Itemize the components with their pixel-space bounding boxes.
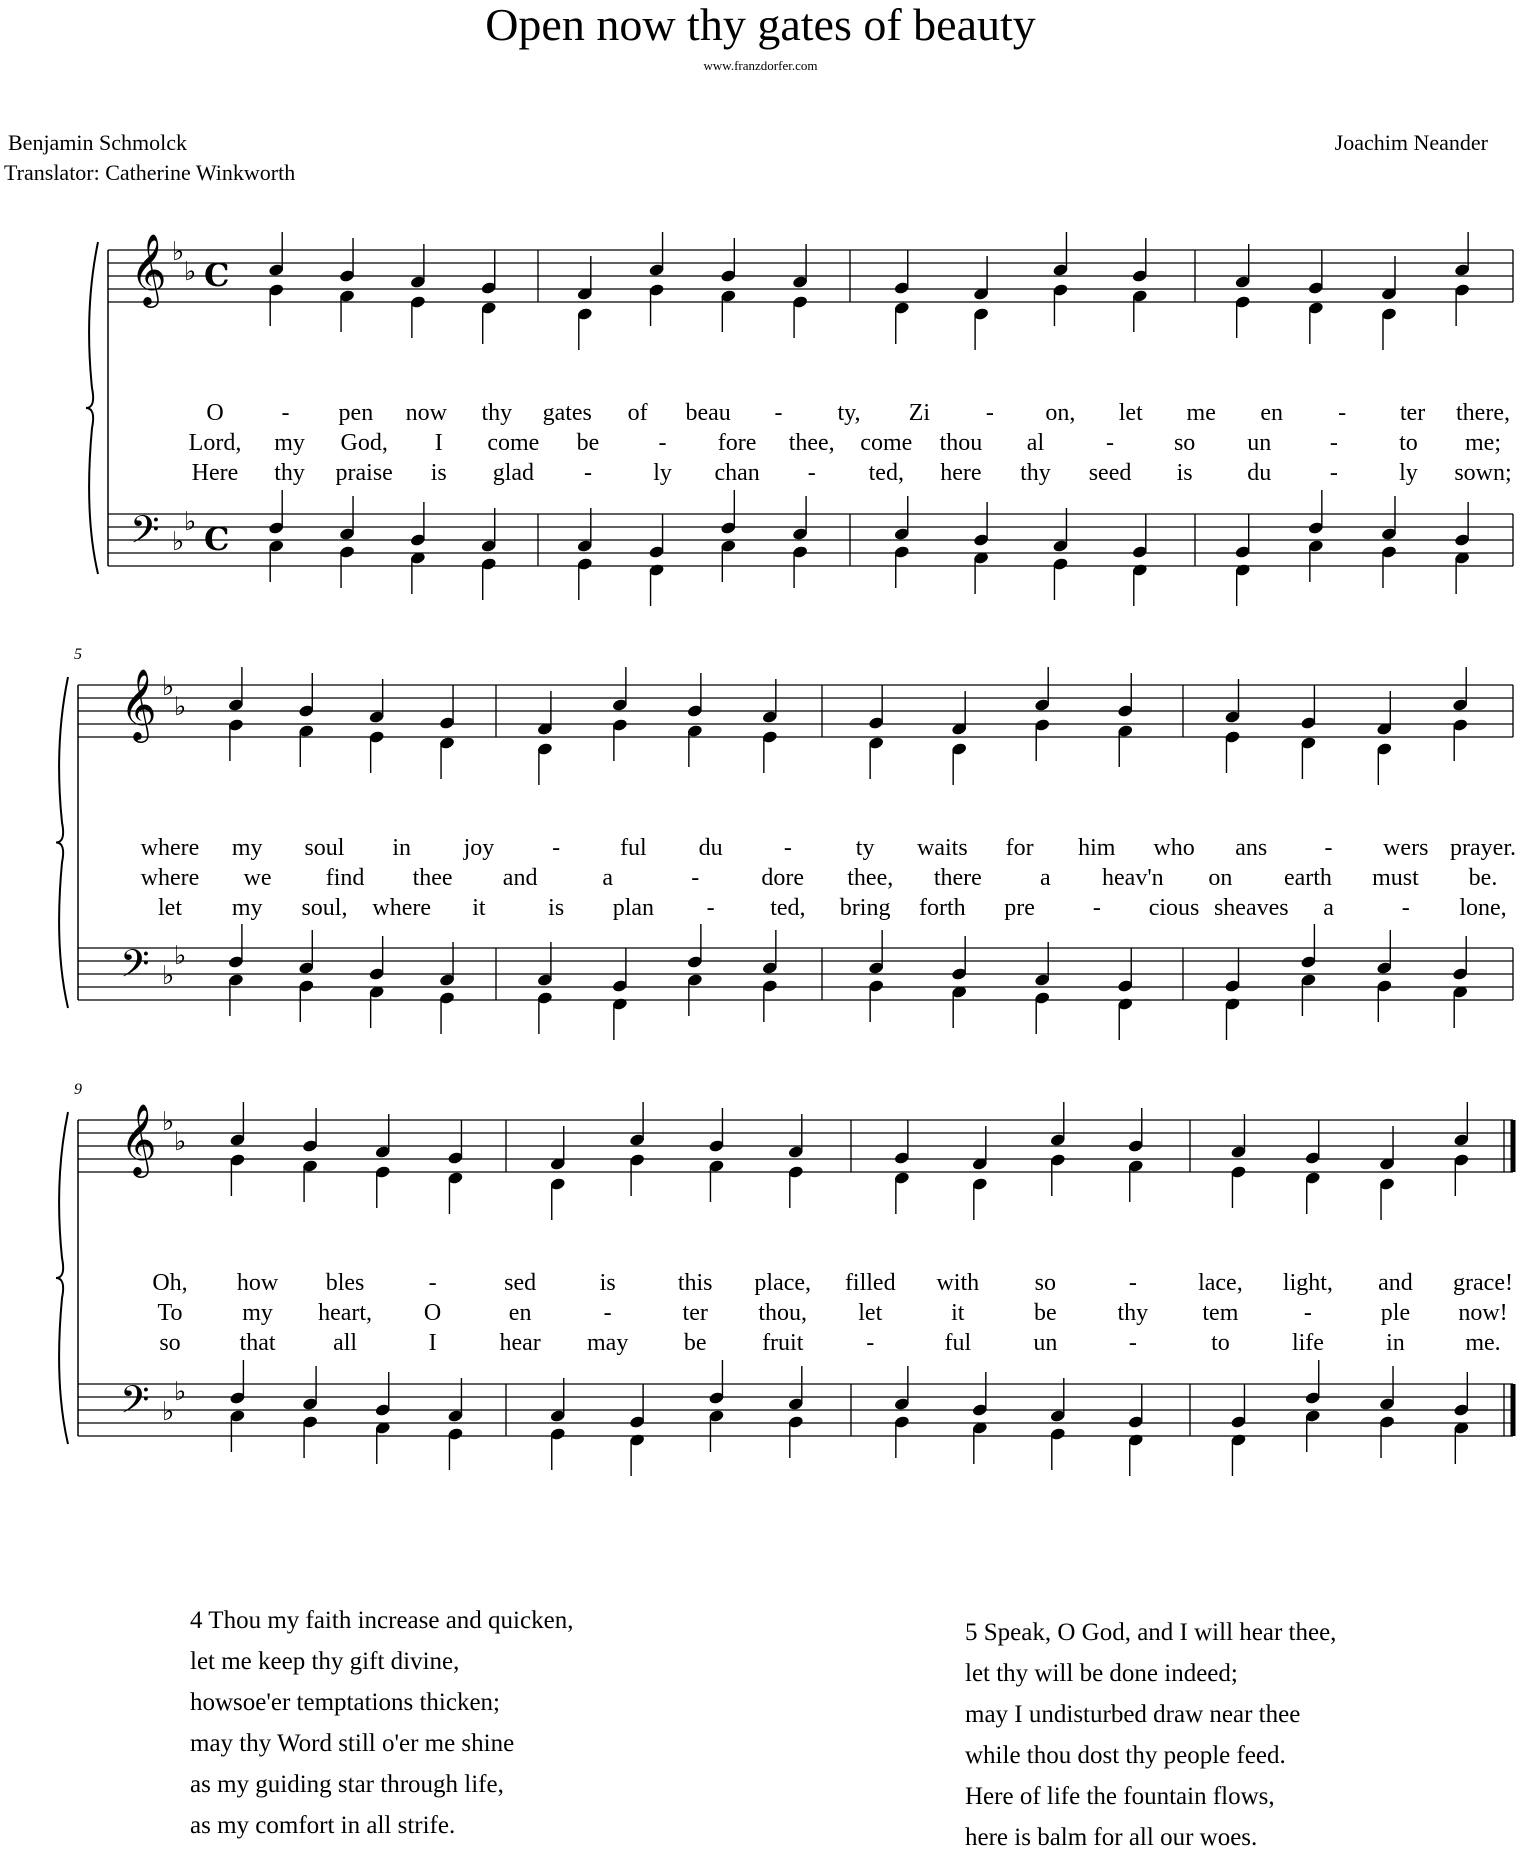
lyric-syllable: ted, [868, 460, 904, 486]
lyric-syllable: may [587, 1330, 629, 1356]
lyric-syllable: - [774, 400, 783, 426]
lyric-syllable: lone, [1459, 895, 1507, 921]
lyric-syllable: un [1247, 430, 1272, 456]
lyric-syllable: beau [685, 400, 731, 426]
verse-5 [965, 1612, 1336, 1858]
lyric-syllable: grace! [1453, 1270, 1513, 1296]
brace [86, 242, 98, 574]
lyric-syllable: Lord, [188, 430, 242, 456]
lyric-syllable: now! [1458, 1300, 1508, 1326]
lyric-syllable: Here [191, 460, 239, 486]
lyric-syllable: a [1323, 895, 1334, 921]
verse-5-line: here is balm for all our woes. [965, 1824, 1258, 1851]
lyric-syllable: who [1153, 835, 1195, 861]
lyric-syllable: - [281, 400, 290, 426]
flat-icon: ♭ [162, 672, 175, 702]
bass-clef-icon: 𝄢 [130, 507, 160, 561]
composer-name: Joachim Neander [1334, 130, 1488, 155]
lyric-syllable: that [239, 1330, 276, 1356]
lyric-syllable: fruit [762, 1330, 804, 1356]
verse-4-line: may thy Word still o'er me shine [190, 1730, 515, 1757]
lyric-syllable: let [1118, 400, 1143, 426]
lyric-syllable: find [325, 865, 365, 891]
lyric-syllable: place, [754, 1270, 812, 1296]
lyric-syllable: un [1033, 1330, 1058, 1356]
lyric-syllable: I [434, 430, 443, 456]
lyric-syllable: come [487, 430, 540, 456]
lyric-syllable: - [807, 460, 816, 486]
bass-clef-icon: 𝄢 [120, 1377, 150, 1431]
verse-5-line: Here of life the fountain flows, [965, 1783, 1275, 1810]
lyric-syllable: thy [274, 460, 305, 486]
lyric-syllable: is [1176, 460, 1193, 486]
lyric-syllable: be [683, 1330, 707, 1356]
lyric-syllable: praise [335, 460, 393, 486]
lyric-syllable: thou, [758, 1300, 808, 1326]
lyric-syllable: - [1303, 1300, 1312, 1326]
common-time-icon: C [204, 520, 230, 558]
lyric-syllable: be. [1468, 865, 1498, 891]
lyric-syllable: - [603, 1300, 612, 1326]
lyric-syllable: with [936, 1270, 980, 1296]
lyric-syllable: life [1291, 1330, 1324, 1356]
lyric-syllable: - [985, 400, 994, 426]
lyric-syllable: thy [481, 400, 513, 426]
lyric-syllable: sed [504, 1270, 537, 1296]
lyric-syllable: To [157, 1300, 183, 1326]
lyric-syllable: let [158, 895, 182, 921]
lyric-syllable: thee [412, 865, 453, 891]
brace [56, 677, 68, 1008]
flat-icon: ♭ [172, 237, 185, 267]
lyric-syllable: plan [612, 895, 655, 921]
lyric-syllable: dore [761, 865, 805, 891]
lyric-syllable: glad [492, 460, 535, 486]
lyric-syllable: fore [717, 430, 757, 456]
flat-icon: ♭ [184, 257, 197, 287]
lyric-syllable: now [405, 400, 448, 426]
verse-5-line: 5 Speak, O God, and I will hear thee, [965, 1619, 1337, 1646]
lyric-syllable: thee, [847, 865, 894, 891]
lyric-syllable: O [206, 400, 224, 426]
lyric-syllable: - [1329, 430, 1338, 456]
lyric-syllable: pre [1004, 895, 1035, 921]
lyric-syllable: my [242, 1300, 273, 1326]
lyric-syllable: so [1034, 1270, 1057, 1296]
lyric-syllable: my [274, 430, 305, 456]
lyric-syllable: prayer. [1450, 835, 1516, 861]
lyric-syllable: heav'n [1102, 865, 1164, 891]
lyric-syllable: - [706, 895, 715, 921]
lyric-syllable: cious [1148, 895, 1200, 921]
lyric-syllable: pen [338, 400, 374, 426]
lyric-syllable: earth [1283, 865, 1332, 891]
translator-name: Translator: Catherine Winkworth [4, 160, 296, 185]
lyric-syllable: there [933, 865, 982, 891]
lyric-syllable: Zi [908, 400, 931, 426]
lyric-syllable: to [1399, 430, 1418, 456]
flat-icon: ♭ [162, 1107, 175, 1137]
lyric-syllable: waits [917, 835, 968, 861]
lyric-syllable: - [1128, 1330, 1137, 1356]
lyric-syllable: ter [682, 1300, 708, 1326]
lyric-syllable: Oh, [152, 1270, 188, 1296]
lyric-syllable: sheaves [1213, 895, 1289, 921]
lyric-syllable: a [602, 865, 613, 891]
lyric-syllable: ful [944, 1330, 972, 1356]
lyric-syllable: bles [325, 1270, 365, 1296]
lyric-syllable: seed [1088, 460, 1132, 486]
lyric-syllable: - [1128, 1270, 1137, 1296]
lyric-syllable: - [658, 430, 667, 456]
verse-4-line: let me keep thy gift divine, [190, 1648, 460, 1675]
lyric-syllable: ful [620, 835, 647, 861]
lyric-syllable: be [1034, 1300, 1057, 1326]
lyric-syllable: thou [939, 430, 983, 456]
treble-clef-icon: 𝄞 [130, 232, 167, 305]
lyric-syllable: du [698, 835, 723, 861]
lyric-syllable: so [1173, 430, 1196, 456]
lyric-syllable: this [677, 1270, 713, 1296]
flat-icon: ♭ [162, 1397, 175, 1427]
lyric-syllable: it [472, 895, 486, 921]
lyric-syllable: - [1324, 835, 1333, 861]
lyric-syllable: - [1092, 895, 1101, 921]
lyric-syllable: lace, [1198, 1270, 1243, 1296]
lyric-syllable: ty [855, 835, 875, 861]
lyric-syllable: and [502, 865, 538, 891]
measure-number: 5 [74, 646, 82, 663]
lyric-syllable: gates [542, 400, 592, 426]
flat-icon: ♭ [162, 961, 175, 991]
treble-clef-icon: 𝄞 [120, 667, 157, 740]
lyric-syllable: light, [1282, 1270, 1333, 1296]
lyric-syllable: bring [839, 895, 891, 921]
lyric-syllable: how [236, 1270, 279, 1296]
lyric-syllable: ly [1399, 460, 1418, 486]
lyric-syllable: and [1378, 1270, 1413, 1296]
lyric-syllable: chan [714, 460, 760, 486]
verse-4-line: 4 Thou my faith increase and quicken, [190, 1607, 574, 1634]
lyric-syllable: - [1338, 400, 1347, 426]
lyric-syllable: me; [1465, 430, 1501, 456]
lyric-syllable: is [430, 460, 447, 486]
verse-4-line: as my guiding star through life, [190, 1771, 504, 1798]
treble-clef-icon: 𝄞 [120, 1102, 157, 1175]
bass-clef-icon: 𝄢 [120, 941, 150, 995]
flat-icon: ♭ [174, 1377, 187, 1407]
lyric-syllable: - [1106, 430, 1115, 456]
website-url: www.franzdorfer.com [703, 58, 818, 73]
flat-icon: ♭ [174, 692, 187, 722]
lyric-syllable: - [1329, 460, 1338, 486]
verse-4 [190, 1600, 573, 1846]
verse-4-line: howsoe'er temptations thicken; [190, 1689, 500, 1716]
lyric-syllable: all [333, 1330, 358, 1356]
verse-5-line: may I undisturbed draw near thee [965, 1701, 1301, 1728]
lyric-syllable: a [1040, 865, 1051, 891]
lyric-syllable: O [423, 1300, 442, 1326]
lyric-syllable: there, [1456, 400, 1510, 426]
lyric-syllable: let [858, 1300, 883, 1326]
lyric-syllable: I [428, 1330, 437, 1356]
lyric-syllable: ans [1235, 835, 1268, 861]
lyric-syllable: where [372, 895, 432, 921]
lyric-syllable: in [392, 835, 412, 861]
lyric-syllable: is [599, 1270, 616, 1296]
flat-icon: ♭ [174, 1127, 187, 1157]
lyric-syllable: - [691, 865, 700, 891]
lyric-syllable: - [783, 835, 792, 861]
lyric-syllable: - [866, 1330, 875, 1356]
lyric-syllable: heart, [318, 1300, 373, 1326]
lyric-syllable: - [583, 460, 592, 486]
lyric-syllable: - [428, 1270, 437, 1296]
lyric-syllable: al [1026, 430, 1045, 456]
lyric-syllable: hear [499, 1330, 541, 1356]
lyric-syllable: it [951, 1300, 965, 1326]
lyric-syllable: we [243, 865, 272, 891]
lyric-syllable: be [576, 430, 600, 456]
flat-icon: ♭ [172, 527, 185, 557]
lyric-syllable: - [552, 835, 561, 861]
lyric-syllable: thy [1117, 1300, 1149, 1326]
lyric-syllable: is [548, 895, 565, 921]
lyric-syllable: where [140, 835, 200, 861]
lyric-syllable: me. [1465, 1330, 1501, 1356]
lyricist-name: Benjamin Schmolck [8, 130, 188, 155]
brace [56, 1112, 68, 1444]
lyric-syllable: du [1247, 460, 1272, 486]
lyric-syllable: ly [653, 460, 672, 486]
lyric-syllable: my [231, 835, 263, 861]
lyric-syllable: for [1005, 835, 1034, 861]
lyric-syllable: tem [1202, 1300, 1239, 1326]
lyric-syllable: soul, [301, 895, 348, 921]
measure-number: 9 [74, 1081, 82, 1098]
verse-4-line: as my comfort in all strife. [190, 1812, 456, 1839]
lyric-syllable: ple [1380, 1300, 1411, 1326]
verse-5-line: let thy will be done indeed; [965, 1660, 1238, 1687]
lyric-syllable: soul [304, 835, 345, 861]
lyric-syllable: God, [340, 430, 388, 456]
lyric-syllable: my [231, 895, 263, 921]
lyric-syllable: where [140, 865, 200, 891]
flat-icon: ♭ [174, 941, 187, 971]
lyric-syllable: in [1386, 1330, 1405, 1356]
lyric-syllable: filled [844, 1270, 896, 1296]
lyric-syllable: me [1186, 400, 1216, 426]
lyric-syllable: thy [1020, 460, 1051, 486]
lyric-syllable: come [860, 430, 913, 456]
lyric-syllable: forth [919, 895, 966, 921]
lyric-syllable: en [508, 1300, 532, 1326]
lyric-syllable: here [940, 460, 982, 486]
lyric-syllable: joy [463, 835, 495, 861]
lyric-syllable: must [1372, 865, 1419, 891]
lyric-syllable: on, [1045, 400, 1076, 426]
lyric-syllable: to [1211, 1330, 1230, 1356]
lyric-syllable: ty, [837, 400, 861, 426]
lyric-syllable: ter [1399, 400, 1426, 426]
song-title: Open now thy gates of beauty [485, 0, 1036, 50]
lyric-syllable: - [1401, 895, 1410, 921]
lyric-syllable: en [1260, 400, 1283, 426]
flat-icon: ♭ [184, 507, 197, 537]
lyric-syllable: thee, [788, 430, 835, 456]
lyric-syllable: him [1078, 835, 1116, 861]
common-time-icon: C [204, 256, 230, 294]
lyric-syllable: of [627, 400, 648, 426]
lyric-syllable: ted, [770, 895, 806, 921]
lyric-syllable: so [159, 1330, 181, 1356]
lyric-syllable: sown; [1454, 460, 1512, 486]
verse-5-line: while thou dost thy people feed. [965, 1742, 1286, 1769]
lyric-syllable: on [1208, 865, 1233, 891]
lyric-syllable: wers [1383, 835, 1429, 861]
